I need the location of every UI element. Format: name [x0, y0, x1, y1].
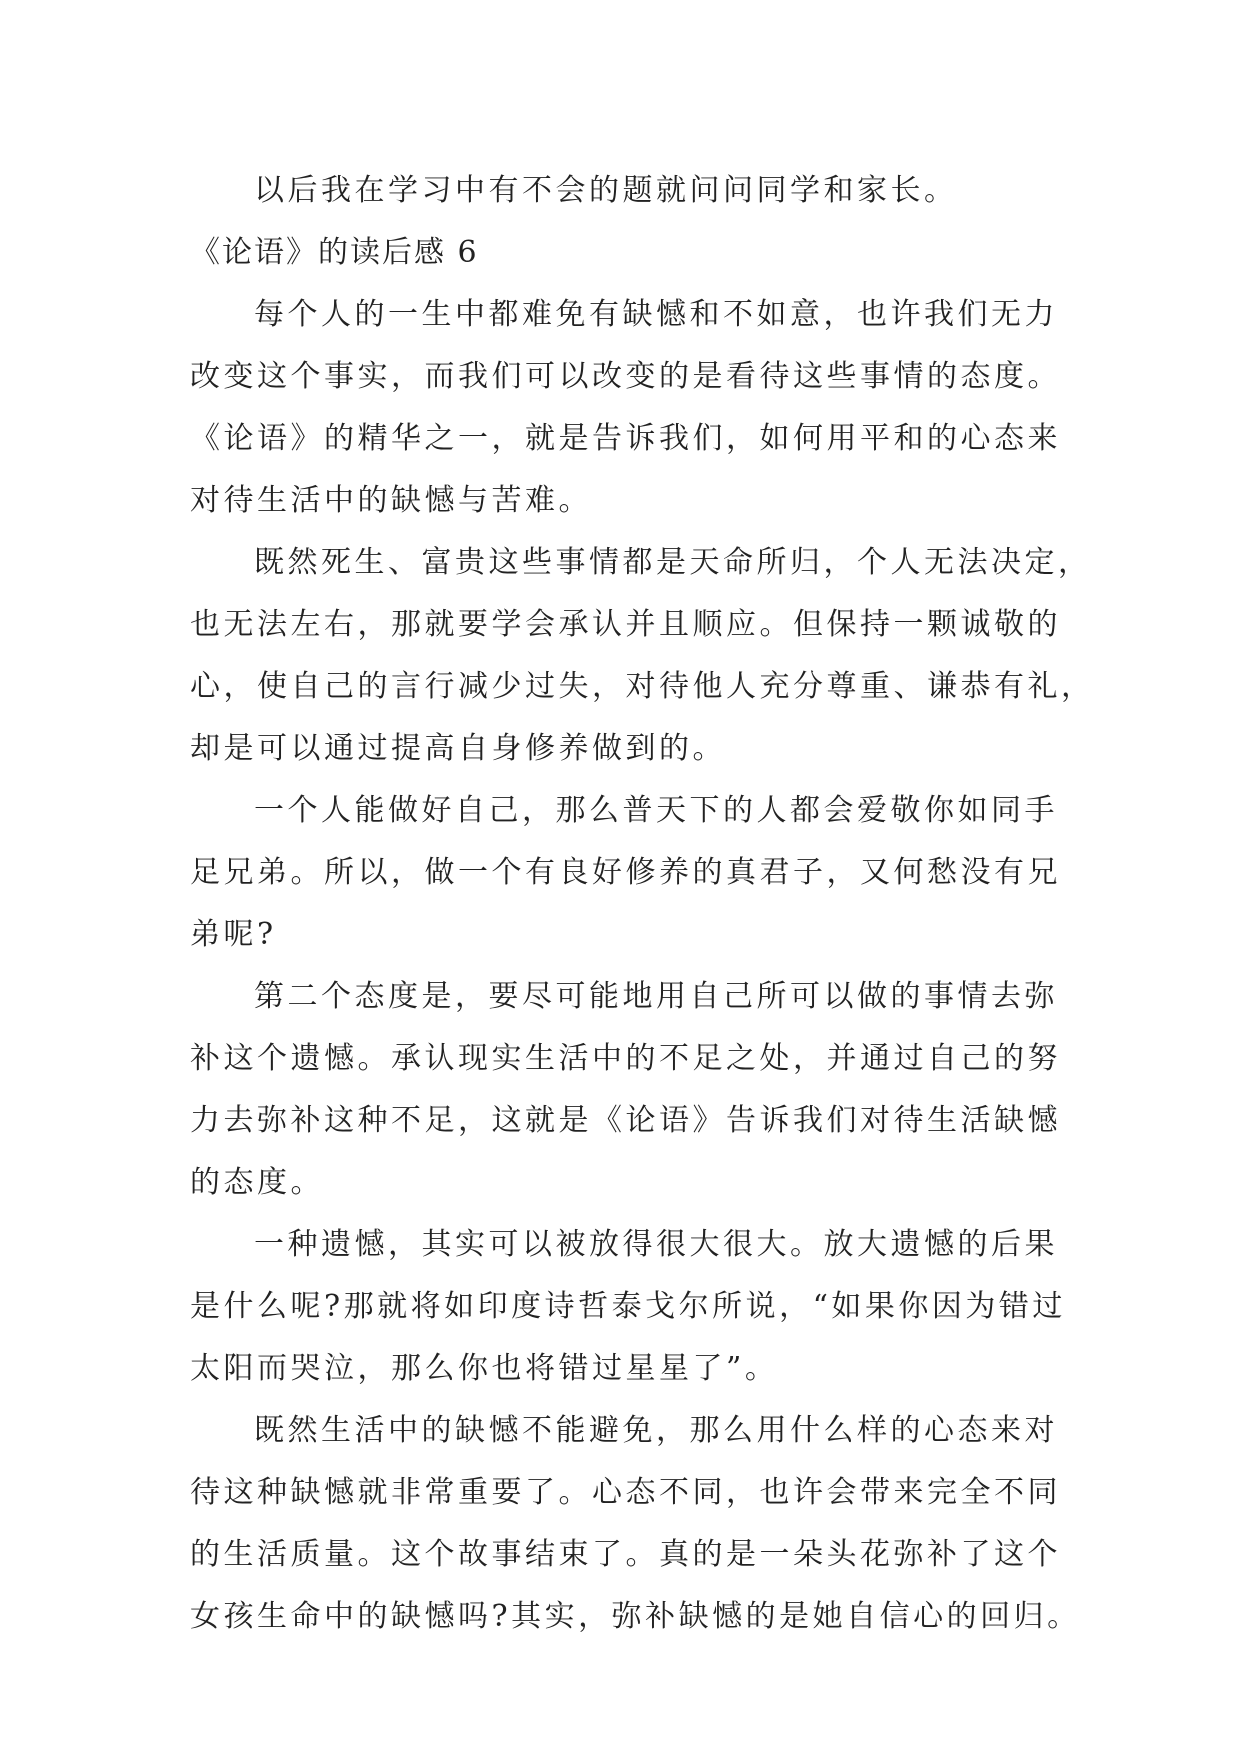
heading-text: 《论语》的读后感 6: [190, 235, 479, 270]
paragraph-line: 《论语》的精华之一，就是告诉我们，如何用平和的心态来: [190, 421, 1061, 456]
paragraph-line: 改变这个事实，而我们可以改变的是看待这些事情的态度。: [190, 359, 1061, 394]
paragraph-line: 力去弥补这种不足，这就是《论语》告诉我们对待生活缺憾: [190, 1103, 1061, 1138]
paragraph-line: 每个人的一生中都难免有缺憾和不如意，也许我们无力: [254, 297, 1058, 332]
paragraph-2: [190, 532, 1095, 780]
paragraph-line: 以后我在学习中有不会的题就问问同学和家长。: [254, 173, 958, 208]
paragraph-line: 心，使自己的言行减少过失，对待他人充分尊重、谦恭有礼，: [190, 669, 1095, 704]
section-heading: [190, 222, 1070, 284]
paragraph-line: 对待生活中的缺憾与苦难。: [190, 483, 592, 518]
paragraph-line: 一个人能做好自己，那么普天下的人都会爱敬你如同手: [254, 793, 1058, 828]
paragraph-line: 太阳而哭泣，那么你也将错过星星了”。: [190, 1351, 779, 1386]
paragraph-line: 也无法左右，那就要学会承认并且顺应。但保持一颗诚敬的: [190, 607, 1061, 642]
paragraph-6: [190, 1400, 1081, 1648]
paragraph-line: 一种遗憾，其实可以被放得很大很大。放大遗憾的后果: [254, 1227, 1058, 1262]
paragraph-line: 是什么呢?那就将如印度诗哲泰戈尔所说，“如果你因为错过: [190, 1289, 1066, 1324]
paragraph-line: 既然死生、富贵这些事情都是天命所归，个人无法决定，: [254, 545, 1092, 580]
paragraph-4: [190, 966, 1070, 1214]
paragraph-line: 女孩生命中的缺憾吗?其实，弥补缺憾的是她自信心的回归。: [190, 1599, 1081, 1634]
paragraph-line: 弟呢?: [190, 917, 277, 952]
paragraph-line: 的态度。: [190, 1165, 324, 1200]
paragraph-0: [190, 160, 1070, 222]
paragraph-5: [190, 1214, 1070, 1400]
paragraph-line: 补这个遗憾。承认现实生活中的不足之处，并通过自己的努: [190, 1041, 1061, 1076]
paragraph-3: [190, 780, 1070, 966]
paragraph-line: 却是可以通过提高自身修养做到的。: [190, 731, 726, 766]
paragraph-1: [190, 284, 1070, 532]
paragraph-line: 的生活质量。这个故事结束了。真的是一朵头花弥补了这个: [190, 1537, 1061, 1572]
paragraph-line: 既然生活中的缺憾不能避免，那么用什么样的心态来对: [254, 1413, 1058, 1448]
document-body: [190, 160, 1095, 1648]
paragraph-line: 第二个态度是，要尽可能地用自己所可以做的事情去弥: [254, 979, 1058, 1014]
paragraph-line: 待这种缺憾就非常重要了。心态不同，也许会带来完全不同: [190, 1475, 1061, 1510]
paragraph-line: 足兄弟。所以，做一个有良好修养的真君子，又何愁没有兄: [190, 855, 1061, 890]
